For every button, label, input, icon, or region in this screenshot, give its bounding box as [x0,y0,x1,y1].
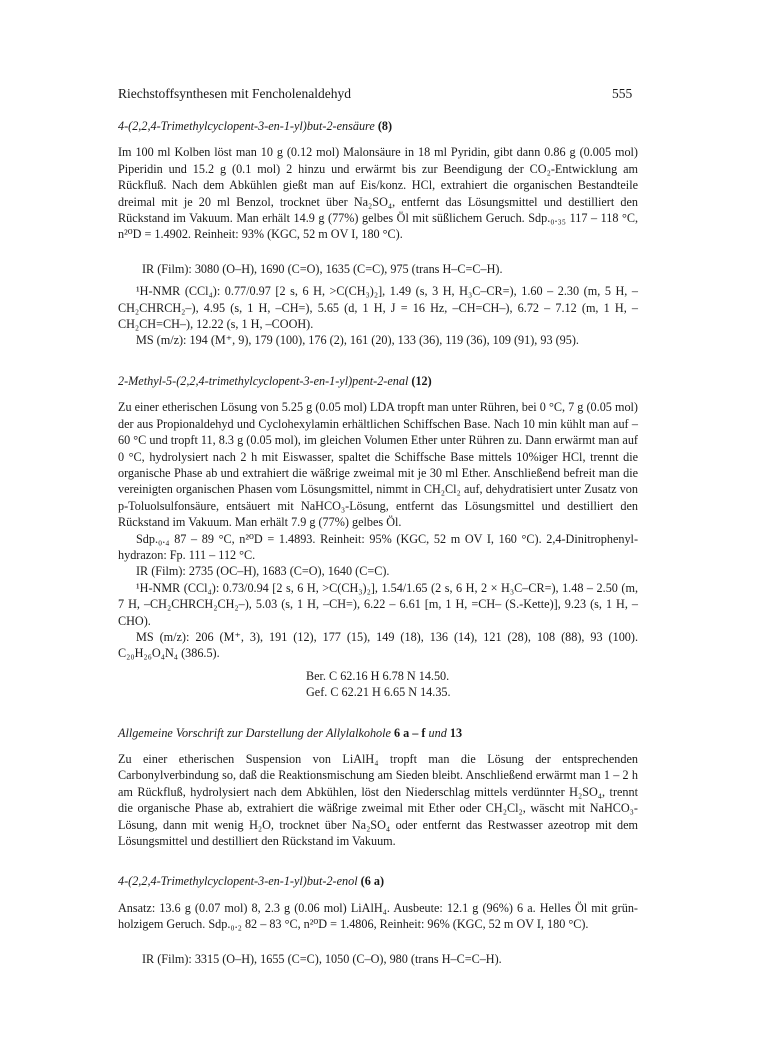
procedure-paragraph: Ansatz: 13.6 g (0.07 mol) 8, 2.3 g (0.06 mol) LiAlH₄. Ausbeute: 12.1 g (96%) 6 a. Helles Öl mit grün-holzigem Geruch. Sdp.₀.₂ 82 – 83 °C, n²⁰D = 1.4806, Reinheit: 96% (KGC, 52 m OV I, 180 °C). [118,900,638,932]
section-title: 2-Methyl-5-(2,2,4-trimethylcyclopent-3-en-1-yl)pent-2-enal (12) [118,373,432,388]
section-title: 4-(2,2,4-Trimethylcyclopent-3-en-1-yl)but-2-ensäure (8) [118,119,393,133]
section-title: 4-(2,2,4-Trimethylcyclopent-3-en-1-yl)but-2-enol (6 a) [118,874,385,889]
elemental-analysis-found: Gef. C 62.21 H 6.65 N 14.35. [306,685,451,700]
sdp-data: Sdp.₀.₄ 87 – 89 °C, n²⁰D = 1.4893. Reinheit: 95% (KGC, 52 m OV I, 160 °C). 2,4-Dinitrophenyl-hydrazon: Fp. 111 – 112 °C. [118,531,638,562]
section-compound-8 [118,118,638,349]
procedure-paragraph: Zu einer etherischen Lösung von 5.25 g (0.05 mol) LDA tropft man unter Rühren, bei 0 °C, 7 g (0.05 mol) der aus Propionaldehyd und Cyclohexylamin erhältlichen Schiffschen Base. Nach 10 min kühlt man auf – 60 °C und tropft 11, 8.3 g (0.05 mol), im gleichen Volumen Ether unter Rühren zu. Dann erwärmt man auf 0 °C, hydrolysiert nach 2 h mit Eiswasser, spaltet die Schiffsche Base mittels 10%iger HCl, trennt die organische Phase ab und extrahiert die wäßrige zweimal mit je 30 ml Ether. Anschließend befreit man die vereinigten organischen Phasen vom Lösungsmittel, nimmt in CH₂Cl₂ auf, dehydratisiert unter Zusatz von p-Toluolsulfonsäure, entsäuert mit NaHCO₃-Lösung, entfernt das Lösungsmittel und destilliert den Rückstand im Vakuum. Man erhält 7.9 g (77%) gelbes Öl. [118,400,638,530]
procedure-paragraph: Im 100 ml Kolben löst man 10 g (0.12 mol) Malonsäure in 18 ml Pyridin, gibt dann 0.86 g (0.005 mol) Piperidin und 15.2 g (0.1 mol) 2 hinzu und erwärmt bis zur Beendigung der CO₂-Entwicklung am Rückfluß. Nach dem Abkühlen gießt man auf Eis/konz. HCl, extrahiert die organischen Bestandteile dreimal mit je 20 ml Benzol, trocknet über Na₂SO₄, entfernt das Lösungsmittel und destilliert den Rückstand im Vakuum. Man erhält 14.9 g (77%) gelbes Öl mit süßlichem Geruch. Sdp.₀.₃₅ 117 – 118 °C, n²⁰D = 1.4902. Reinheit: 93% (KGC, 52 m OV I, 180 °C). [118,145,638,242]
section-general-procedure [118,725,638,850]
main-text [118,118,638,967]
running-header: Riechstoffsynthesen mit Fencholenaldehyd [118,86,351,101]
ms-data: MS (m/z): 194 (M⁺, 9), 179 (100), 176 (2), 161 (20), 133 (36), 119 (36), 109 (91), 93 (95). [136,333,579,348]
ms-data: MS (m/z): 206 (M⁺, 3), 191 (12), 177 (15), 149 (18), 136 (14), 121 (28), 108 (88), 93 (100). C₂₀H₂₆O₄N₄ (386.5). [118,629,638,661]
nmr-data: ¹H-NMR (CCl₄): 0.73/0.94 [2 s, 6 H, >C(CH₃)₂], 1.54/1.65 (2 s, 6 H, 2 × H₃C–CR=), 1.48 – 2.50 (m, 7 H, –CH₂CHRCH₂CH₂–), 5.03 (s, 1 H, –CH=), 6.22 – 6.61 [m, 1 H, =CH– (S.-Kette)], 9.23 (s, 1 H, –CHO). [118,580,638,628]
elemental-analysis-calculated: Ber. C 62.16 H 6.78 N 14.50. [306,668,450,683]
ir-data: IR (Film): 3080 (O–H), 1690 (C=O), 1635 (C=C), 975 (trans H–C=C–H). [142,261,503,276]
section-title: Allgemeine Vorschrift zur Darstellung der Allylalkohole 6 a – f und 13 [118,725,463,740]
page-number: 555 [612,86,633,101]
nmr-data: ¹H-NMR (CCl₄): 0.77/0.97 [2 s, 6 H, >C(CH₃)₂], 1.49 (s, 3 H, H₃C–CR=), 1.60 – 2.30 (m, 5 H, –CH₂CHRCH₂–), 4.95 (s, 1 H, –CH=), 5.65 (d, 1 H, J = 16 Hz, –CH=CH–), 6.72 – 7.12 (m, 1 H, –CH₂CH=CH–), 12.22 (s, 1 H, –COOH). [118,284,638,332]
section-compound-12 [118,373,638,701]
procedure-paragraph: Zu einer etherischen Suspension von LiAlH₄ tropft man die Lösung der entsprechenden Carbonylverbindung so, daß die Reaktionsmischung am Sieden bleibt. Anschließend erwärmt man 1 – 2 h am Rückfluß, hydrolysiert nach dem Abkühlen, löst den Niederschlag mittels verdünnter H₂SO₄, trennt die organische Phase ab, extrahiert die wäßrige zweimal mit Ether oder CH₂Cl₂, wäscht mit NaHCO₃-Lösung, dann mit wenig H₂O, trocknet über Na₂SO₄ oder entfernt das Restwasser azeotrop mit dem Lösungsmittel und destilliert den Rückstand im Vakuum. [118,752,638,849]
ir-data: IR (Film): 2735 (OC–H), 1683 (C=O), 1640 (C=C). [136,564,390,579]
ir-data: IR (Film): 3315 (O–H), 1655 (C=C), 1050 (C–O), 980 (trans H–C=C–H). [142,951,502,966]
section-compound-6a [118,873,638,967]
